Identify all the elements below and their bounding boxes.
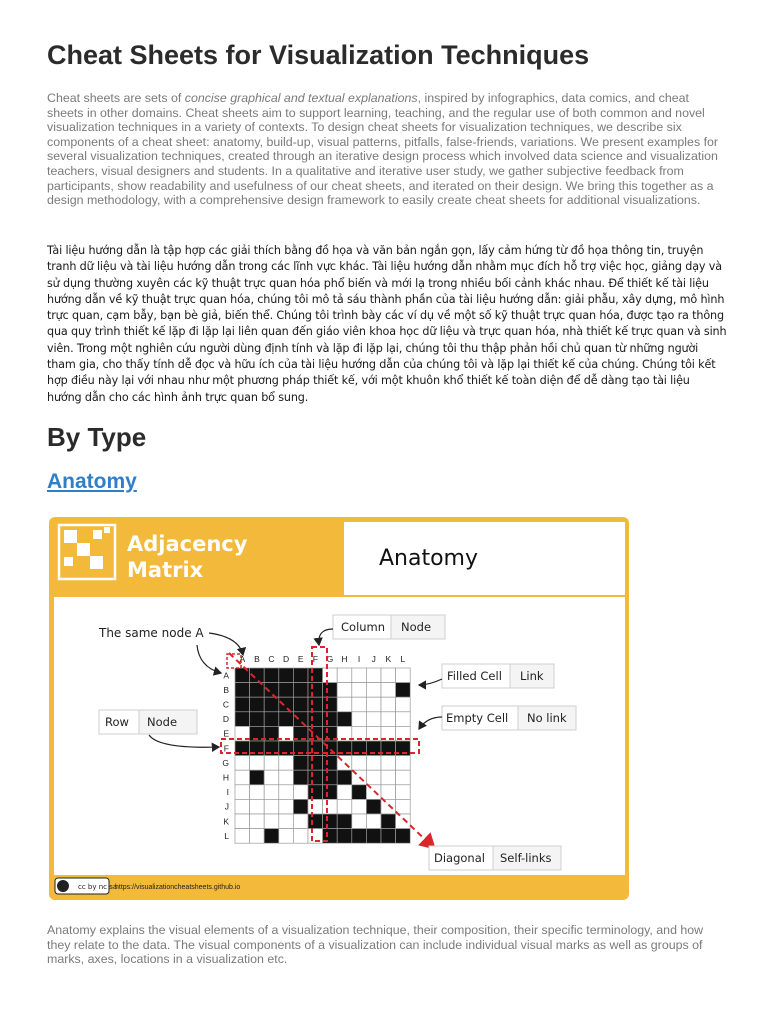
matrix-cell-hd (279, 770, 294, 785)
matrix-cell-ie (293, 785, 308, 800)
matrix-cell-hg (323, 770, 338, 785)
matrix-cell-ca (235, 697, 250, 712)
column-label-e: E (297, 654, 304, 664)
matrix-cell-ia (235, 785, 250, 800)
row-label-b: B (223, 684, 229, 695)
matrix-cell-ld (279, 829, 294, 844)
matrix-cell-kl (396, 814, 411, 829)
matrix-cell-jl (396, 799, 411, 814)
matrix-cell-gd (279, 756, 294, 771)
matrix-cell-kc (264, 814, 279, 829)
matrix-cell-jk (381, 799, 396, 814)
cheat-sheet-figure (49, 517, 629, 900)
matrix-cell-gc (264, 756, 279, 771)
matrix-cell-ka (235, 814, 250, 829)
matrix-cell-cj (366, 697, 381, 712)
matrix-cell-dj (366, 712, 381, 727)
matrix-cell-ga (235, 756, 250, 771)
row-label-f: F (223, 743, 229, 754)
matrix-cell-al (396, 668, 411, 683)
adjacency-matrix-figure-svg (49, 517, 629, 900)
matrix-cell-lb (250, 829, 265, 844)
filled-value: Link (520, 669, 544, 683)
intro-emphasis: concise graphical and textual explanations (184, 91, 418, 105)
matrix-cell-ji (352, 799, 367, 814)
matrix-cell-cl (396, 697, 411, 712)
diagonal-annotation (429, 846, 561, 870)
matrix-cell-gl (396, 756, 411, 771)
matrix-cell-id (279, 785, 294, 800)
matrix-cell-ii (352, 785, 367, 800)
empty-cell-annotation (419, 706, 576, 730)
matrix-cell-ja (235, 799, 250, 814)
row-label-l: L (224, 830, 229, 841)
column-label-i: I (357, 654, 361, 664)
matrix-cell-ci (352, 697, 367, 712)
matrix-cell-ib (250, 785, 265, 800)
matrix-cell-bg (323, 683, 338, 698)
matrix-cell-cd (279, 697, 294, 712)
column-key: Column (341, 620, 386, 634)
figure-url: https://visualizationcheatsheets.github.io (115, 884, 241, 891)
matrix-cell-ch (337, 697, 352, 712)
column-label-c: C (268, 654, 275, 664)
matrix-cell-kj (366, 814, 381, 829)
matrix-cell-ai (352, 668, 367, 683)
matrix-cell-dg (323, 712, 338, 727)
matrix-cell-jd (279, 799, 294, 814)
matrix-cell-cc (264, 697, 279, 712)
column-label-b: B (254, 654, 260, 664)
matrix-cell-be (293, 683, 308, 698)
row-label-d: D (222, 714, 229, 725)
matrix-cell-da (235, 712, 250, 727)
matrix-cell-hc (264, 770, 279, 785)
matrix-cell-ad (279, 668, 294, 683)
row-label-i: I (226, 787, 229, 798)
matrix-cell-kb (250, 814, 265, 829)
anatomy-link[interactable]: Anatomy (47, 470, 137, 493)
column-label-d: D (283, 654, 290, 664)
column-value: Node (401, 620, 432, 634)
matrix-cell-kk (381, 814, 396, 829)
column-label-j: J (371, 654, 376, 664)
matrix-cell-je (293, 799, 308, 814)
matrix-cell-dk (381, 712, 396, 727)
row-value: Node (147, 715, 178, 729)
section-heading: By Type (47, 422, 147, 452)
matrix-cell-ig (323, 785, 338, 800)
matrix-cell-hj (366, 770, 381, 785)
row-label-a: A (223, 670, 229, 681)
matrix-cell-ce (293, 697, 308, 712)
technique-title-line2: Matrix (127, 558, 204, 582)
matrix-cell-lc (264, 829, 279, 844)
column-label-f: F (312, 654, 318, 664)
intro-english (47, 91, 722, 208)
matrix-cell-ah (337, 668, 352, 683)
empty-value: No link (527, 711, 567, 725)
panel-label: Anatomy (379, 546, 479, 571)
matrix-cell-bf (308, 683, 323, 698)
matrix-cell-ak (381, 668, 396, 683)
license-badge-text: cc by nc sa (78, 883, 118, 891)
same-node-annotation: The same node A (99, 626, 204, 640)
matrix-cell-af (308, 668, 323, 683)
matrix-cell-jg (323, 799, 338, 814)
matrix-cell-ih (337, 785, 352, 800)
matrix-cell-gi (352, 756, 367, 771)
matrix-cell-gk (381, 756, 396, 771)
matrix-cell-bi (352, 683, 367, 698)
matrix-cell-bd (279, 683, 294, 698)
column-label-h: H (341, 654, 348, 664)
row-label-c: C (222, 699, 229, 710)
matrix-cell-lj (366, 829, 381, 844)
matrix-cell-bh (337, 683, 352, 698)
matrix-cell-dc (264, 712, 279, 727)
matrix-cell-if (308, 785, 323, 800)
matrix-cell-ic (264, 785, 279, 800)
matrix-cell-la (235, 829, 250, 844)
matrix-cell-hb (250, 770, 265, 785)
matrix-cell-ik (381, 785, 396, 800)
matrix-cell-hf (308, 770, 323, 785)
matrix-cell-ha (235, 770, 250, 785)
filled-key: Filled Cell (447, 669, 502, 683)
matrix-cell-le (293, 829, 308, 844)
page-title: Cheat Sheets for Visualization Techniques (47, 40, 590, 70)
diagonal-key: Diagonal (434, 851, 485, 865)
column-label-a: A (239, 654, 246, 664)
matrix-cell-dl (396, 712, 411, 727)
matrix-cell-ki (352, 814, 367, 829)
matrix-cell-gf (308, 756, 323, 771)
diagonal-value: Self-links (500, 851, 552, 865)
anatomy-caption: Anatomy explains the visual elements of a visualization technique, their composition, their specific terminology, and how they relate to the data. The visual components of a visualization can include individual visual marks as well as groups of marks, axes, locations in a visualization etc. (47, 923, 704, 967)
matrix-cell-di (352, 712, 367, 727)
row-label-k: K (223, 816, 229, 827)
matrix-cell-jf (308, 799, 323, 814)
cc-icon (57, 880, 69, 892)
matrix-cell-ge (293, 756, 308, 771)
intro-vietnamese: Tài liệu hướng dẫn là tập hợp các giải thích bằng đồ họa và văn bản ngắn gọn, lấy cảm hứng từ đồ họa thông tin, truyện tranh dữ liệu và tài liệu hướng dẫn trong các lĩnh vực khác. Tài liệu hướng dẫn nhằm mục đích hỗ trợ việc học, giảng dạy và sử dụng thường xuyên các kỹ thuật trực quan hóa phổ biến và mới lạ trong nhiều bối cảnh khác nhau. Để thiết kế tài liệu hướng dẫn về kỹ thuật trực quan hóa, chúng tôi mô tả sáu thành phần của tài liệu hướng dẫn: giải phẫu, xây dựng, mô hình trực quan, cạm bẫy, bạn bè giả, biến thể. Chúng tôi trình bày các ví dụ về một số kỹ thuật trực quan hóa, được tạo ra thông qua quy trình thiết kế lặp đi lặp lại liên quan đến giáo viên khoa học dữ liệu và trực quan hóa, nhà thiết kế trực quan và sinh viên. Trong một nghiên cứu người dùng định tính và lặp đi lặp lại, chúng tôi thu thập phản hồi chủ quan từ những người tham gia, cho thấy tính dễ đọc và hữu ích của tài liệu hướng dẫn của chúng tôi và lặp lại thiết kế của chúng. Chúng tôi kết hợp điều này lại với nhau như một phương pháp thiết kế, với một khuôn khổ thiết kế toàn diện để dễ dàng tạo tài liệu hướng dẫn cho các hình ảnh trực quan bổ sung. (47, 244, 727, 404)
matrix-cell-df (308, 712, 323, 727)
row-label-e: E (223, 728, 229, 739)
row-key: Row (105, 715, 129, 729)
matrix-cell-jj (366, 799, 381, 814)
row-label-h: H (222, 772, 229, 783)
creative-commons-badge (55, 878, 117, 894)
matrix-cell-ck (381, 697, 396, 712)
matrix-cell-de (293, 712, 308, 727)
matrix-cell-hl (396, 770, 411, 785)
matrix-cell-ke (293, 814, 308, 829)
matrix-cell-kh (337, 814, 352, 829)
matrix-cell-he (293, 770, 308, 785)
matrix-cell-aj (366, 668, 381, 683)
matrix-cell-ba (235, 683, 250, 698)
matrix-cell-li (352, 829, 367, 844)
matrix-cell-hk (381, 770, 396, 785)
matrix-cell-bj (366, 683, 381, 698)
matrix-cell-jb (250, 799, 265, 814)
row-label-g: G (222, 757, 229, 768)
intro-text-start: Cheat sheets are sets of (47, 91, 185, 105)
matrix-cell-jc (264, 799, 279, 814)
matrix-cell-bl (396, 683, 411, 698)
matrix-cell-gg (323, 756, 338, 771)
column-label-k: K (385, 654, 392, 664)
matrix-cell-cg (323, 697, 338, 712)
matrix-cell-hh (337, 770, 352, 785)
matrix-cell-dd (279, 712, 294, 727)
matrix-cell-lh (337, 829, 352, 844)
matrix-cell-jh (337, 799, 352, 814)
technique-title-line1: Adjacency (127, 532, 248, 556)
matrix-cell-bk (381, 683, 396, 698)
matrix-cell-cf (308, 697, 323, 712)
matrix-cell-kf (308, 814, 323, 829)
matrix-cell-gb (250, 756, 265, 771)
matrix-cell-db (250, 712, 265, 727)
column-label-l: L (400, 654, 406, 664)
matrix-cell-ac (264, 668, 279, 683)
intro-text-rest: , inspired by infographics, data comics, and cheat sheets in other domains. Cheat sheets aim to support learning, teaching, and the regular use of both common and novel visualization techniques in a variety of contexts. To design cheat sheets for visualization techniques, we describe six components of a cheat sheet: anatomy, build-up, visual patterns, pitfalls, false-friends, variations. We present examples for several visualization techniques, created through an iterative design process which involved data science and visualization teachers, visual designers and students. In a qualitative and iterative user study, we gather subjective feedback from participants, show readability and usefulness of our cheat sheets, and iterated on their design. We bring this together as a design methodology, with a comprehensive design framework to easily create cheat sheets for additional visualizations. (47, 91, 719, 208)
matrix-cell-ae (293, 668, 308, 683)
matrix-cell-lk (381, 829, 396, 844)
matrix-cell-il (396, 785, 411, 800)
matrix-cell-kd (279, 814, 294, 829)
empty-key: Empty Cell (446, 711, 509, 725)
column-label-g: G (326, 654, 334, 664)
matrix-cell-dh (337, 712, 352, 727)
matrix-cell-kg (323, 814, 338, 829)
adjacency-matrix (222, 654, 410, 843)
matrix-cell-gj (366, 756, 381, 771)
row-label-j: J (224, 801, 229, 812)
matrix-cell-ag (323, 668, 338, 683)
matrix-cell-ll (396, 829, 411, 844)
matrix-cell-cb (250, 697, 265, 712)
